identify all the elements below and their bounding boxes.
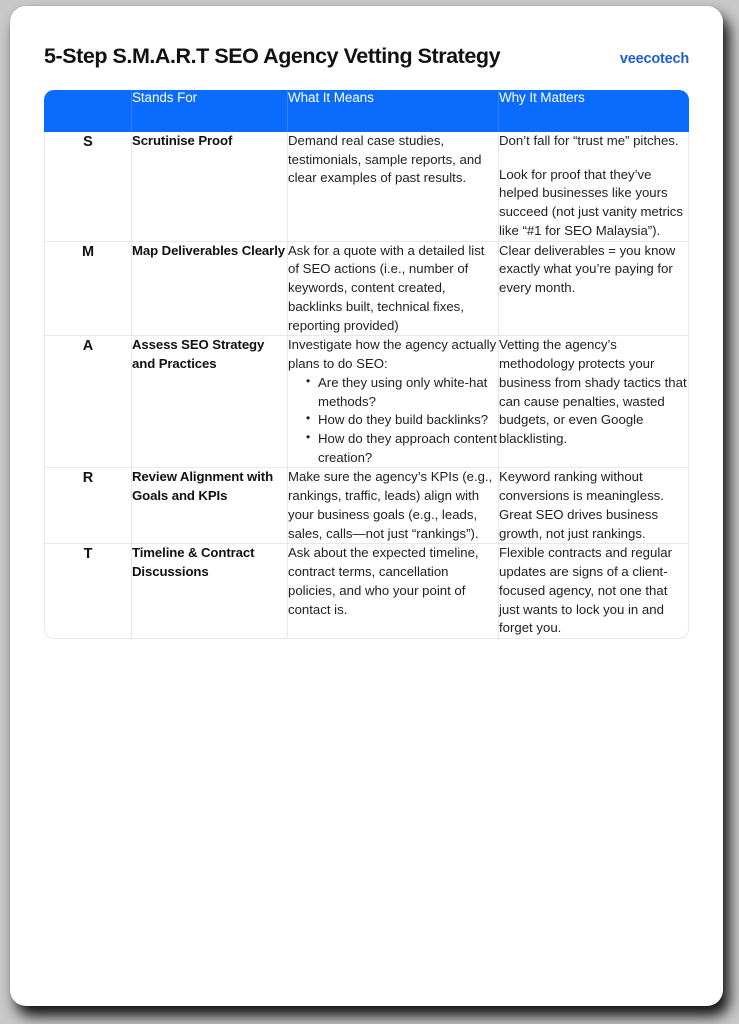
cell-bullet-item: • How do they build backlinks? — [306, 411, 498, 430]
row-letter: M — [44, 242, 132, 337]
row-what-it-means — [288, 336, 499, 468]
smart-table-wrap — [44, 90, 689, 639]
cell-paragraph: Investigate how the agency actually plans to do SEO: — [288, 337, 497, 372]
table-header — [44, 90, 689, 132]
row-why-it-matters — [499, 336, 689, 468]
cell-paragraph: Make sure the agency’s KPIs (e.g., rankings, traffic, leads) align with your business goals (e.g., leads, sales, calls—not just “rankings”). — [288, 469, 493, 541]
row-why-it-matters — [499, 132, 689, 242]
row-letter: S — [44, 132, 132, 242]
cell-paragraph: Ask about the expected timeline, contract terms, cancellation policies, and who your point of contact is. — [288, 545, 479, 617]
page-title: 5-Step S.M.A.R.T SEO Agency Vetting Strategy — [44, 44, 501, 68]
table-row — [44, 242, 689, 337]
cell-paragraph: Vetting the agency’s methodology protects your business from shady tactics that can cause penalties, wasted budgets, or even Google blacklisting. — [499, 337, 687, 447]
row-stands-for: Scrutinise Proof — [132, 132, 288, 242]
table-body — [44, 132, 689, 639]
cell-paragraph: Look for proof that they’ve helped businesses like yours succeed (not just vanity metrics like “#1 for SEO Malaysia”). — [499, 166, 683, 238]
column-header-means: What It Means — [288, 90, 499, 132]
row-why-it-matters — [499, 544, 689, 639]
cell-paragraph: Keyword ranking without conversions is meaningless. Great SEO drives business growth, not just rankings. — [499, 469, 664, 541]
cell-bullet-item: • How do they approach content creation? — [306, 430, 498, 467]
cell-paragraph: Demand real case studies, testimonials, sample reports, and clear examples of past results. — [288, 133, 482, 186]
table-row — [44, 132, 689, 242]
row-stands-for: Assess SEO Strategy and Practices — [132, 336, 288, 468]
row-stands-for: Review Alignment with Goals and KPIs — [132, 468, 288, 544]
smart-table — [44, 90, 689, 639]
table-header-row — [44, 90, 689, 132]
table-row — [44, 544, 689, 639]
row-why-it-matters — [499, 242, 689, 337]
row-letter: R — [44, 468, 132, 544]
row-what-it-means — [288, 468, 499, 544]
cell-paragraph: Ask for a quote with a detailed list of SEO actions (i.e., number of keywords, content created, backlinks built, technical fixes, reporting provided) — [288, 242, 485, 333]
brand-logo: veecotech — [619, 50, 689, 67]
row-letter: A — [44, 336, 132, 468]
cell-paragraph: Flexible contracts and regular updates are signs of a client-focused agency, not one that just wants to lock you in and forget you. — [499, 545, 672, 636]
column-header-matters: Why It Matters — [499, 90, 689, 132]
row-what-it-means — [288, 544, 499, 639]
cell-bullet-item: • Are they using only white-hat methods? — [306, 374, 498, 411]
row-stands-for: Timeline & Contract Discussions — [132, 544, 288, 639]
cell-bullet-list — [288, 374, 498, 468]
row-letter: T — [44, 544, 132, 639]
row-why-it-matters — [499, 468, 689, 544]
table-row — [44, 468, 689, 544]
row-stands-for: Map Deliverables Clearly — [132, 242, 288, 337]
cell-paragraph: Clear deliverables = you know exactly what you’re paying for every month. — [499, 242, 676, 296]
column-header-letter — [44, 90, 132, 132]
table-row — [44, 336, 689, 468]
cell-paragraph: Don’t fall for “trust me” pitches. — [499, 133, 679, 148]
column-header-stands: Stands For — [132, 90, 288, 132]
row-what-it-means — [288, 132, 499, 242]
header — [44, 44, 689, 69]
row-what-it-means — [288, 242, 499, 337]
infographic-card — [10, 6, 723, 1006]
